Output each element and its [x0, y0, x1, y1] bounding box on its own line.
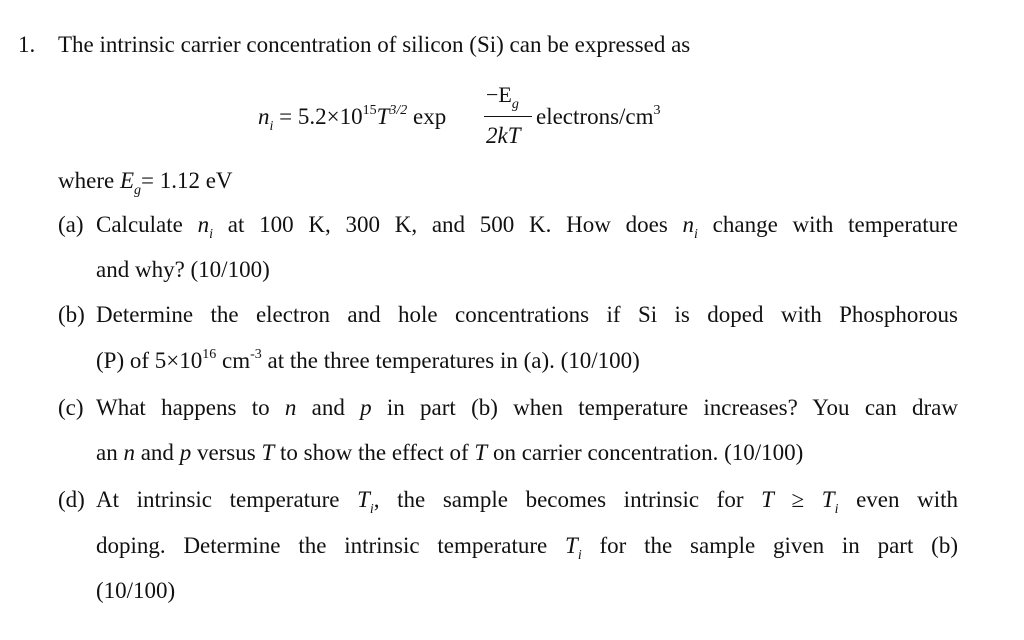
fraction-denominator: 2kT — [486, 123, 521, 148]
Eg-sub: g — [134, 183, 141, 198]
part-c-line2: an n and p versus T to show the effect of T on carrier concentration. (10/100) — [96, 440, 804, 465]
part-b-line2: (P) of $5\times 10^{16}$ $cm^{-3}$ at the three temperatures in (a). (10/100) — [96, 347, 640, 373]
equation-lhs — [258, 102, 446, 136]
var-n: n — [258, 104, 270, 129]
var-T: T — [376, 104, 390, 129]
part-a-line1: Calculate $n_i$ at 100 K, 300 K, and 500 K. How does $n_i$ change with temperature — [96, 212, 958, 242]
numerator-sub: g — [511, 97, 519, 112]
units-exponent: 3 — [653, 103, 661, 118]
T-exponent: 3/2 — [389, 103, 408, 118]
var-Eg: E — [119, 168, 134, 193]
exp-word: exp — [413, 104, 447, 129]
part-a-line2: and why? (10/100) — [96, 257, 270, 282]
coefficient: 5.2×10 — [297, 104, 363, 129]
problem-number: 1. — [18, 32, 36, 57]
where-line: where $E_g= 1.12$ eV — [58, 168, 233, 198]
part-b-line1: Determine the electron and hole concentrations if Si is doped with Phosphorous — [96, 302, 958, 327]
equals-sign: = — [279, 104, 293, 129]
part-d-line1: At intrinsic temperature $T_i$, the sample becomes intrinsic for $T \ge T_i$ even with — [96, 487, 959, 517]
part-d-line3: (10/100) — [96, 578, 176, 603]
sub-i: i — [269, 119, 274, 134]
part-a-label: (a) — [58, 212, 84, 237]
part-d-line2: doping. Determine the intrinsic temperature $T_i$ for the sample given in part (b) — [96, 533, 958, 563]
fraction-bar — [484, 116, 532, 117]
problem-intro: The intrinsic carrier concentration of silicon (Si) can be expressed as — [58, 32, 691, 57]
part-b-label: (b) — [58, 302, 85, 327]
coef-exponent: 15 — [362, 103, 377, 118]
equation-units: electrons/$cm^3$ — [536, 103, 661, 129]
fraction-numerator: $-E_g$ — [486, 82, 519, 112]
part-d-label: (d) — [58, 487, 85, 512]
part-c-line1: What happens to n and p in part (b) when temperature increases? You can draw — [96, 395, 958, 420]
part-c-label: (c) — [58, 395, 84, 420]
